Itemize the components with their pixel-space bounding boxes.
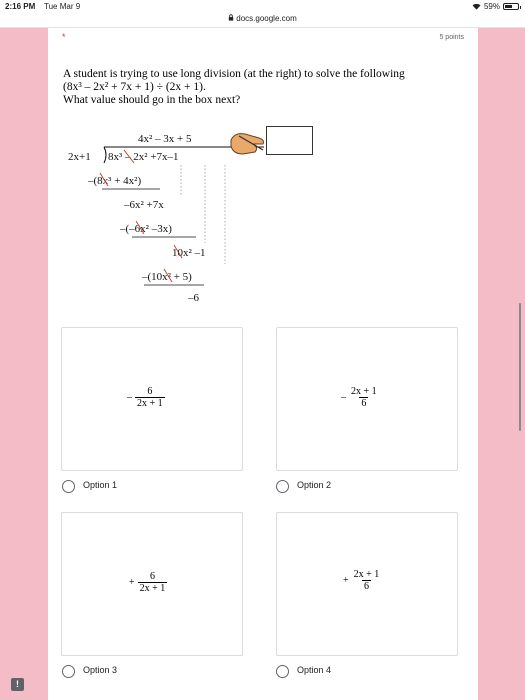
option-3-fraction <box>129 571 167 594</box>
hand-pointer-icon <box>229 128 267 158</box>
option-4-image[interactable] <box>276 512 458 656</box>
option-1-denominator: 2x + 1 <box>137 398 163 409</box>
option-3-image[interactable] <box>61 512 243 656</box>
status-time: 2:16 PM <box>5 2 36 11</box>
battery-icon <box>503 3 519 10</box>
option-4-denominator: 6 <box>363 581 369 592</box>
option-2-denominator: 6 <box>361 398 367 409</box>
scrollbar[interactable] <box>519 303 521 431</box>
option-3-label[interactable]: Option 3 <box>83 665 118 675</box>
option-4-numerator: 2x + 1 <box>353 569 380 580</box>
question-line-1: A student is trying to use long division (at the right) to solve the following <box>63 68 405 80</box>
division-step-1: –(8x³ + 4x²) <box>88 175 142 187</box>
division-divisor: 2x+1 <box>68 151 91 163</box>
wifi-icon <box>472 3 481 10</box>
option-2-image[interactable] <box>276 327 458 471</box>
url-text: docs.google.com <box>236 14 297 23</box>
option-2-sign: – <box>341 392 346 403</box>
option-2-fraction <box>341 386 379 409</box>
option-1-sign: – <box>127 392 132 403</box>
division-remainder-1: –6x² +7x <box>124 199 164 211</box>
option-2-radio[interactable] <box>276 480 289 493</box>
lock-icon <box>228 14 234 24</box>
status-right <box>472 2 519 11</box>
option-4-sign: + <box>343 575 349 586</box>
option-1-numerator: 6 <box>147 386 153 397</box>
status-bar <box>0 0 525 14</box>
option-4-radio[interactable] <box>276 665 289 678</box>
question-card <box>48 28 478 700</box>
option-2-numerator: 2x + 1 <box>351 386 377 397</box>
question-line-3: What value should go in the box next? <box>63 94 241 106</box>
answer-box <box>266 126 313 155</box>
points-label: 5 points <box>439 34 464 41</box>
division-step-3: –(10x² + 5) <box>142 271 192 283</box>
question-text <box>63 68 458 107</box>
division-step-2: –(–6x² –3x) <box>120 223 172 235</box>
battery-fill <box>505 5 512 8</box>
question-line-2: (8x³ – 2x² + 7x + 1) ÷ (2x + 1). <box>63 81 206 93</box>
option-1-radio[interactable] <box>62 480 75 493</box>
required-mark: * <box>62 32 66 42</box>
division-remainder-2: 10x² –1 <box>172 247 206 259</box>
division-dividend: 8x³ – 2x² +7x–1 <box>108 151 179 163</box>
division-remainder-3: –6 <box>188 292 199 303</box>
option-1-fraction <box>127 386 165 409</box>
address-bar[interactable] <box>0 14 525 28</box>
option-1-label[interactable]: Option 1 <box>83 480 118 490</box>
division-quotient: 4x² – 3x + 5 <box>138 133 192 145</box>
option-3-numerator: 6 <box>149 571 155 582</box>
option-3-denominator: 2x + 1 <box>139 583 166 594</box>
option-4-label[interactable]: Option 4 <box>297 665 332 675</box>
status-date: Tue Mar 9 <box>44 2 81 11</box>
option-4-fraction <box>343 569 381 592</box>
feedback-icon[interactable]: ! <box>11 678 24 691</box>
option-1-image[interactable] <box>61 327 243 471</box>
battery-percent: 59% <box>483 2 500 11</box>
option-3-sign: + <box>129 577 135 588</box>
option-2-label[interactable]: Option 2 <box>297 480 332 490</box>
option-3-radio[interactable] <box>62 665 75 678</box>
